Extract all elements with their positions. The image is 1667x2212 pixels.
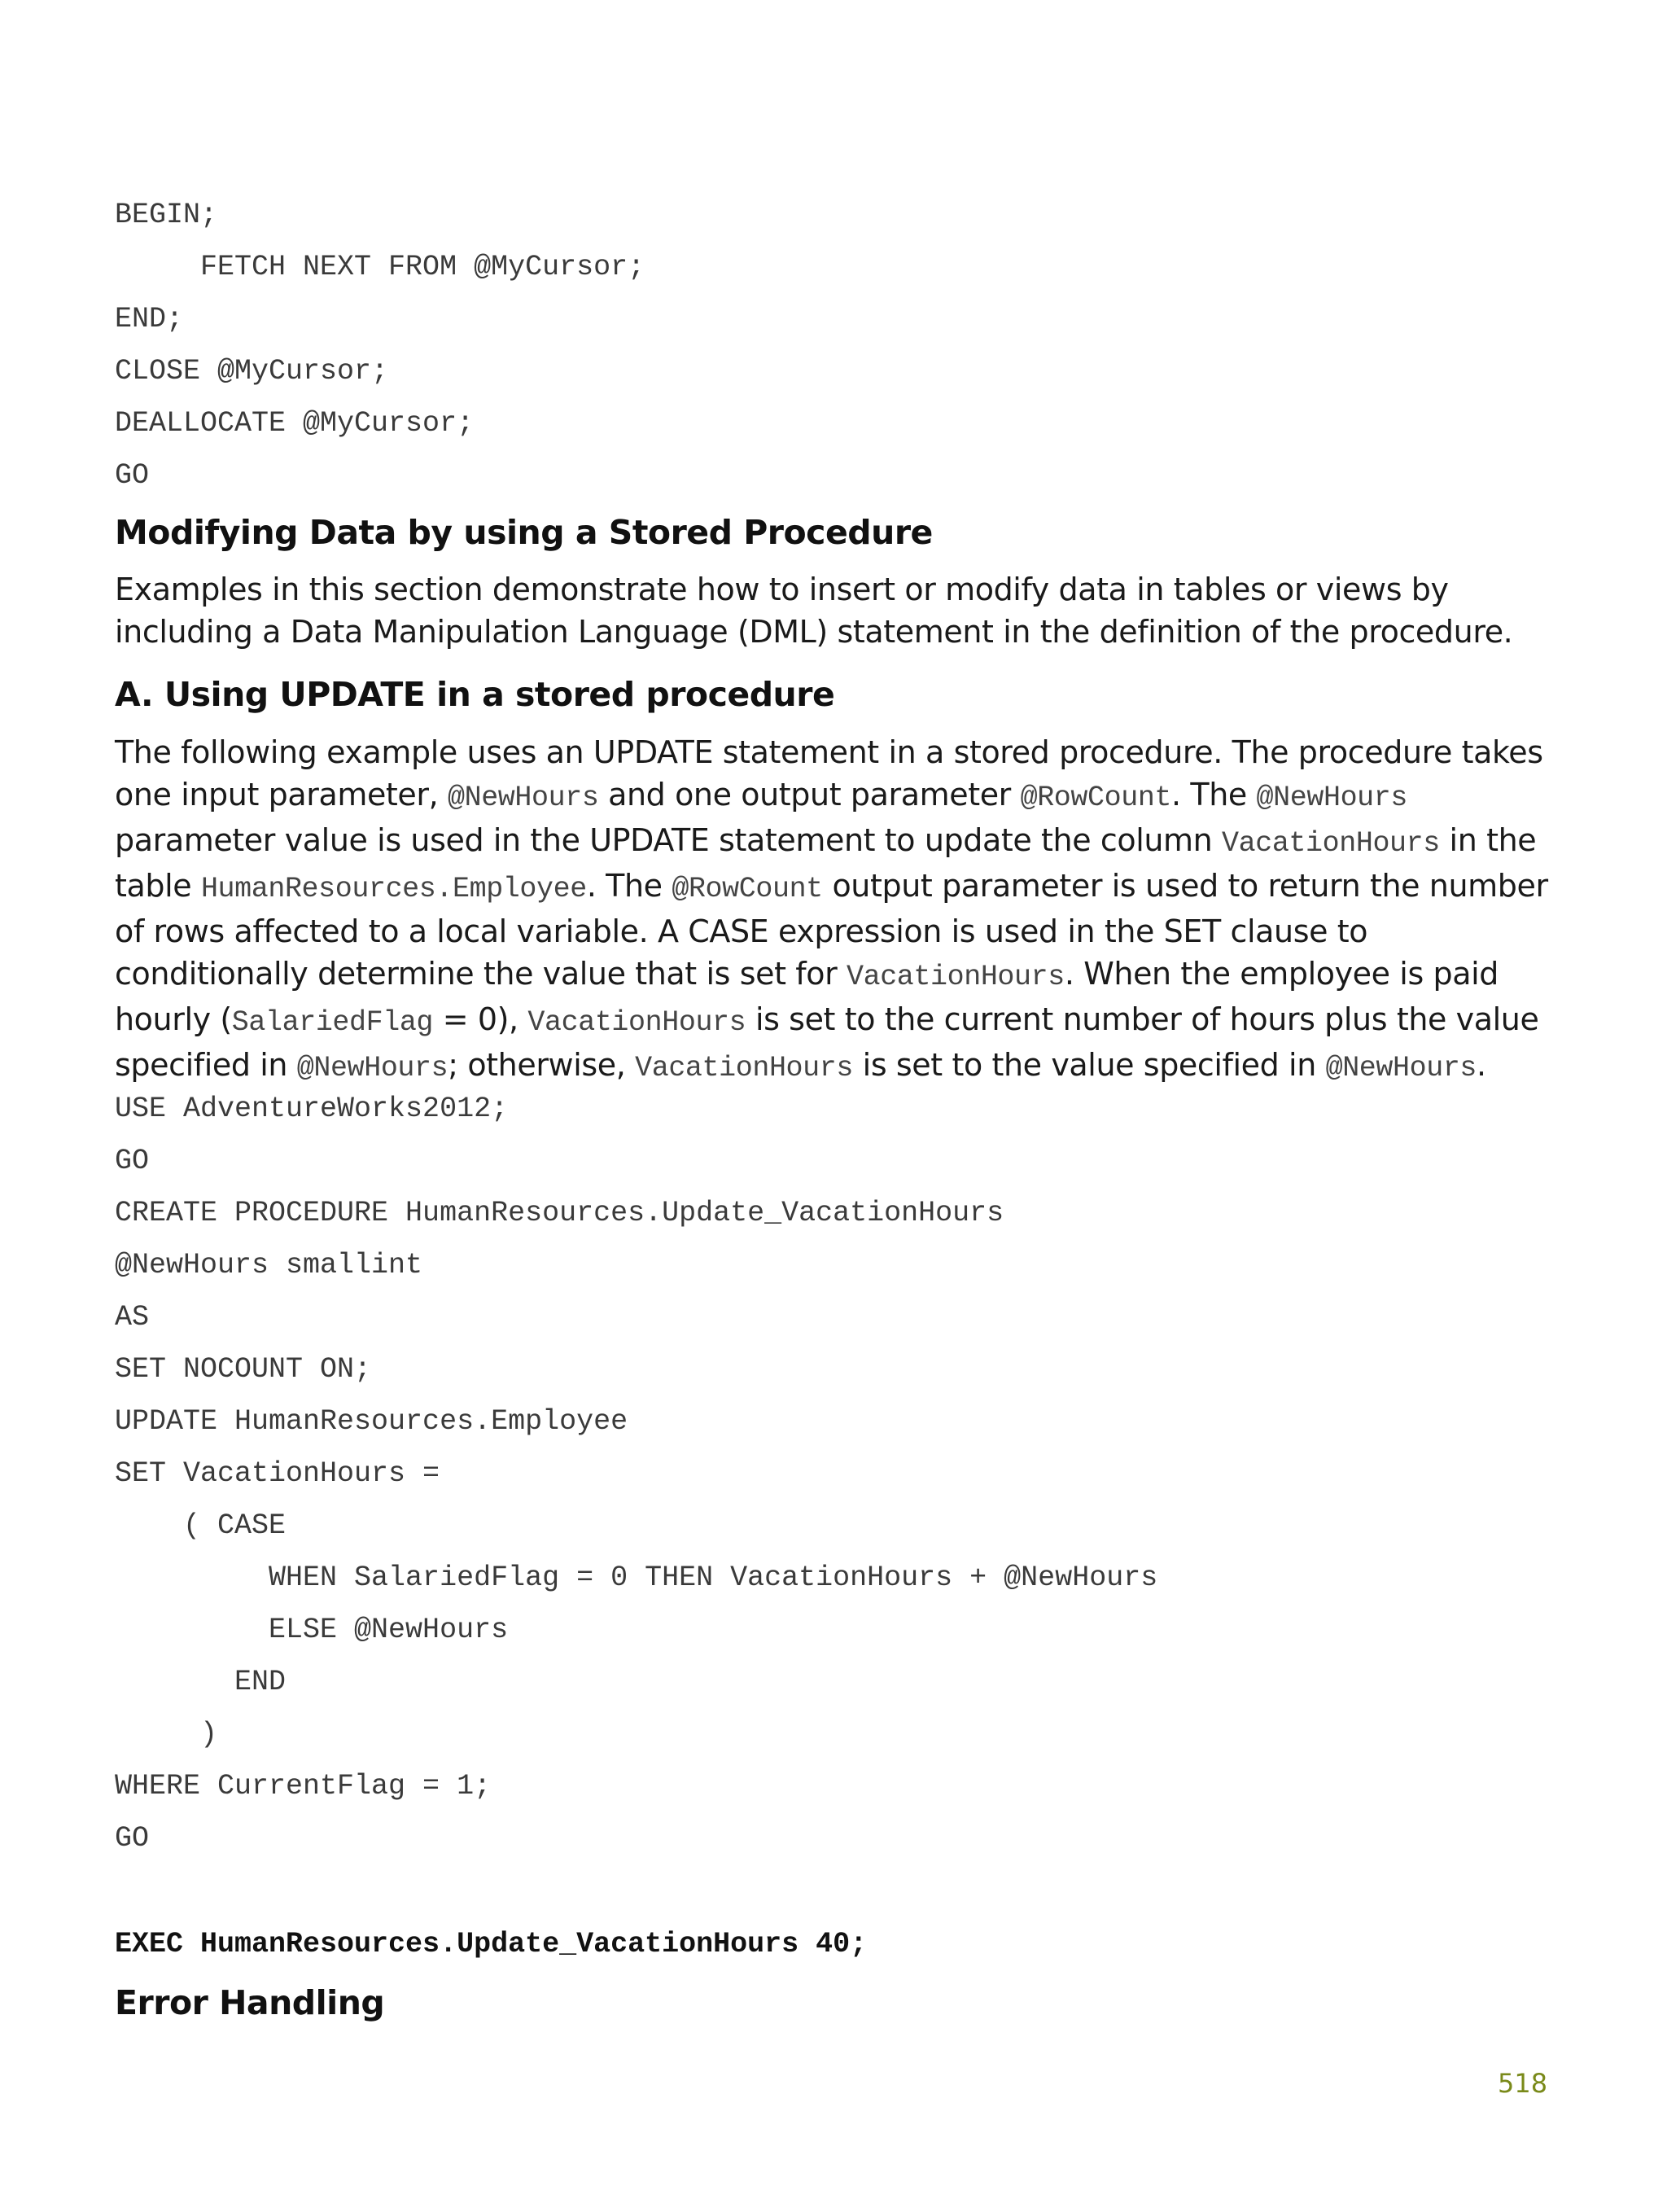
text-run: parameter value is used in the UPDATE statement to update the column (115, 822, 1223, 858)
text-run: . The (586, 868, 672, 904)
section-body (115, 731, 1564, 1089)
inline-code: @RowCount (672, 873, 823, 905)
text-run: . (1477, 1047, 1486, 1083)
code-line: CREATE PROCEDURE HumanResources.Update_VacationHours (115, 1197, 1004, 1229)
section-modifying-data (115, 513, 1564, 552)
code-line: @NewHours smallint (115, 1249, 423, 1281)
code-line: SET VacationHours = (115, 1457, 440, 1490)
inline-code: HumanResources.Employee (200, 873, 587, 905)
inline-code: @RowCount (1020, 782, 1172, 814)
text-run: = 0), (433, 1001, 528, 1037)
inline-code: SalariedFlag (231, 1006, 434, 1039)
inline-code: @NewHours (1325, 1052, 1477, 1084)
inline-code: VacationHours (635, 1052, 853, 1084)
section-heading: Error Handling (115, 1983, 385, 2022)
section-update-example (115, 675, 1564, 714)
section-heading: Modifying Data by using a Stored Procedure (115, 513, 933, 552)
section-error-handling (115, 1983, 1564, 2022)
section-heading: A. Using UPDATE in a stored procedure (115, 675, 835, 714)
code-line: UPDATE HumanResources.Employee (115, 1405, 628, 1438)
code-line: END; (115, 303, 184, 335)
code-line: EXEC HumanResources.Update_VacationHours 40; (115, 1928, 868, 1960)
text-run: is set to the value specified in (852, 1047, 1326, 1083)
code-line: BEGIN; (115, 199, 218, 231)
code-line: ( CASE (115, 1509, 287, 1542)
text-run: is set to the current number of hours plus the value specified in (115, 1001, 1539, 1083)
code-line: WHERE CurrentFlag = 1; (115, 1770, 492, 1802)
code-line: END (115, 1666, 287, 1698)
code-line: ELSE @NewHours (115, 1614, 509, 1646)
code-line: DEALLOCATE @MyCursor; (115, 407, 475, 440)
code-line: SET NOCOUNT ON; (115, 1353, 372, 1386)
inline-code: VacationHours (847, 961, 1065, 993)
paragraph: Examples in this section demonstrate how to insert or modify data in tables or views by including a Data Manipulation Language (DML) statement in the definition of the procedure. (115, 572, 1513, 650)
text-run: . The (1171, 777, 1257, 813)
text-run: The following example uses an UPDATE statement in a stored procedure. The procedure takes one input parameter, (115, 734, 1543, 813)
inline-code: @NewHours (296, 1052, 448, 1084)
code-line: GO (115, 1145, 150, 1177)
section-body (115, 568, 1564, 653)
code-line: ) (115, 1718, 218, 1750)
code-line: CLOSE @MyCursor; (115, 355, 389, 388)
inline-code: @NewHours (1256, 782, 1407, 814)
code-line: FETCH NEXT FROM @MyCursor; (115, 251, 645, 283)
paragraph (115, 731, 1564, 1089)
inline-code: VacationHours (1222, 827, 1440, 860)
page-number: 518 (1498, 2068, 1548, 2099)
inline-code: @NewHours (448, 782, 599, 814)
code-line: GO (115, 459, 150, 492)
text-run: and one output parameter (598, 777, 1021, 813)
text-run: ; otherwise, (448, 1047, 636, 1083)
text-run: in the table (115, 822, 1537, 904)
text-run: output parameter is used to return the number of rows affected to a local variable. A CASE expression is used in the SET clause to conditionally determine the value that is set for (115, 868, 1548, 992)
inline-code: VacationHours (527, 1006, 746, 1039)
code-line: GO (115, 1822, 150, 1855)
code-line: AS (115, 1301, 150, 1334)
code-block-procedure (115, 1083, 1564, 1864)
code-line: WHEN SalariedFlag = 0 THEN VacationHours + @NewHours (115, 1562, 1158, 1594)
code-block-cursor (115, 189, 1564, 502)
code-line: USE AdventureWorks2012; (115, 1093, 509, 1125)
text-run: . When the employee is paid hourly ( (115, 956, 1499, 1037)
code-block-exec (115, 1918, 1564, 1970)
